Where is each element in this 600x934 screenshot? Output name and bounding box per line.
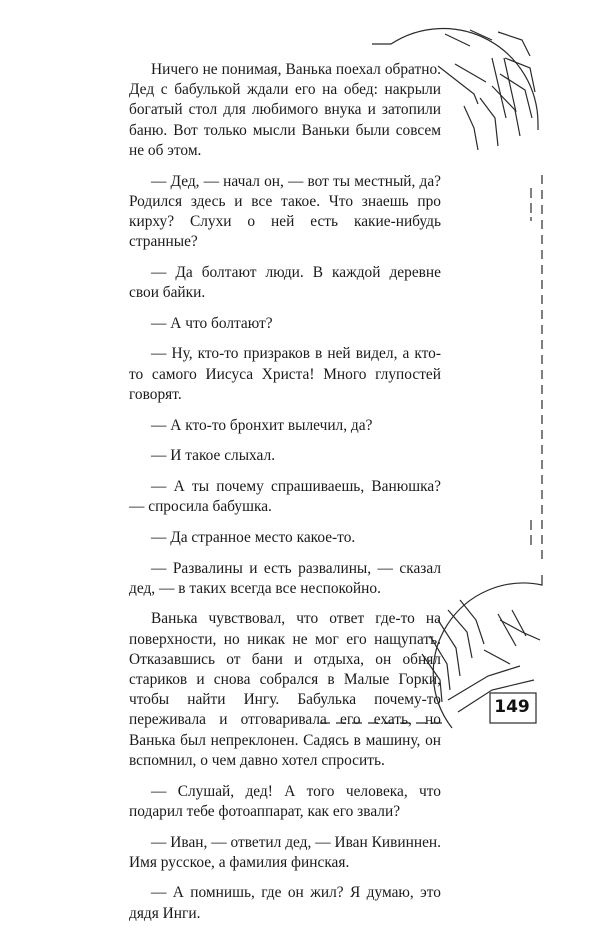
body-text — [129, 60, 441, 934]
paragraph: — Развалины и есть развалины, — сказал дед, — в таких всегда все неспокойно. — [129, 559, 441, 597]
paragraph: Ванька чувствовал, что ответ где-то на поверхности, но никак не мог его нащупать. Отказавшись от бани и отдыха, он обнял стариков и снова собрался в Малые Горки, чтобы найти Ингу. Бабулька почему-то переживала и отговаривала его ехать, но Ванька был непреклонен. Садясь в машину, он вспомнил, о чем давно хотел спросить. — [129, 610, 441, 769]
paragraph: — Да болтают люди. В каждой деревне свои байки. — [129, 263, 441, 302]
paragraph: — А ты почему спрашиваешь, Ванюшка? — спросила бабушка. — [129, 477, 441, 516]
paragraph: — А что болтают? — [151, 314, 273, 332]
page-number: 149 — [494, 697, 530, 717]
paragraph: — Да странное место какое-то. — [151, 528, 356, 546]
paragraph: — Ну, кто-то призраков в ней видел, а кто-то самого Иисуса Христа! Много глупостей говорят. — [129, 345, 441, 403]
paragraph: — И такое слыхал. — [151, 447, 276, 465]
paragraph: Ничего не понимая, Ванька поехал обратно. Дед с бабулькой ждали его на обед: накрыли богатый стол для любимого внука и затопили баню. Вот только мысли Ваньки были совсем не об этом. — [129, 61, 441, 159]
paragraph: — Иван, — ответил дед, — Иван Кивиннен. Имя русское, а фамилия финская. — [129, 833, 441, 871]
paragraph: — А кто-то бронхит вылечил, да? — [151, 416, 373, 434]
paragraph: — А помнишь, где он жил? Я думаю, это дядя Инги. — [129, 884, 441, 922]
paragraph: — Слушай, дед! А того человека, что подарил тебе фотоаппарат, как его звали? — [129, 782, 441, 820]
paragraph: — Дед, — начал он, — вот ты местный, да? Родился здесь и все такое. Что знаешь про кирху? Слухи о ней есть какие-нибудь странные? — [129, 172, 441, 251]
